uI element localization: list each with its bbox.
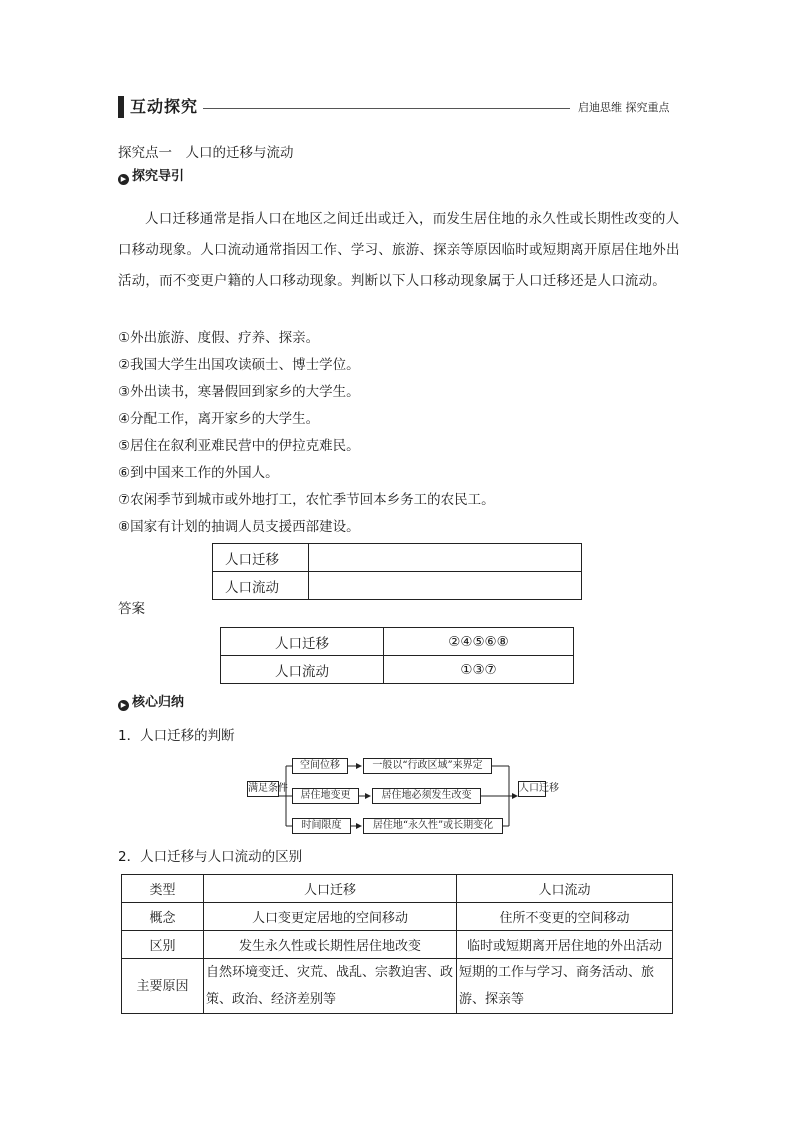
table-cell: 人口变更定居地的空间移动 — [204, 903, 457, 931]
table-row — [221, 656, 574, 684]
section-title: 互动探究 — [130, 97, 199, 116]
list-item: ⑧国家有计划的抽调人员支援西部建设。 — [118, 519, 360, 535]
table-cell: 人口流动 — [221, 656, 384, 684]
guide-heading — [118, 168, 184, 186]
table-cell: 自然环境变迁、灾荒、战乱、宗教迫害、政策、政治、经济差别等 — [204, 959, 457, 1014]
flow-detail-space: 一般以“行政区域”来界定 — [363, 758, 492, 774]
list-item: ⑤居住在叙利亚难民营中的伊拉克难民。 — [118, 438, 360, 454]
flow-condition-box: 满足条件 — [247, 781, 279, 797]
table-cell: 人口迁移 — [221, 628, 384, 656]
blank-cell — [309, 544, 582, 572]
table-cell: ②④⑤⑥⑧ — [384, 628, 574, 656]
table-row — [122, 931, 673, 959]
section2-title: 2．人口迁移与人口流动的区别 — [118, 849, 303, 865]
list-item: ①外出旅游、度假、疗养、探亲。 — [118, 330, 320, 346]
table-cell: 人口流动 — [213, 572, 309, 600]
answer-label: 答案 — [118, 601, 145, 617]
table-row — [122, 875, 673, 903]
intro-paragraph: 人口迁移通常是指人口在地区之间迁出或迁入，而发生居住地的永久性或长期性改变的人口移动现象。人口流动通常指因工作、学习、旅游、探亲等原因临时或短期离开原居住地外出活动，而不变更户籍的人口移动现象。判断以下人口移动现象属于人口迁移还是人口流动。 — [118, 211, 680, 289]
flow-criterion-space: 空间位移 — [292, 758, 348, 774]
flow-detail-residence: 居住地必须发生改变 — [372, 788, 481, 804]
table-cell: 区别 — [122, 931, 204, 959]
core-heading-text: 核心归纳 — [132, 695, 185, 710]
table-row — [213, 544, 582, 572]
flow-detail-time: 居住地“永久性”或长期变化 — [363, 818, 503, 834]
section-subtitle: 启迪思维 探究重点 — [578, 101, 670, 114]
comparison-table — [121, 874, 673, 1014]
list-item: ④分配工作，离开家乡的大学生。 — [118, 411, 320, 427]
header-divider — [203, 108, 570, 109]
list-item: ⑦农闲季节到城市或外地打工，农忙季节回本乡务工的农民工。 — [118, 492, 495, 508]
guide-heading-text: 探究导引 — [132, 169, 185, 184]
table-header-cell: 类型 — [122, 875, 204, 903]
table-cell: 概念 — [122, 903, 204, 931]
blank-cell — [309, 572, 582, 600]
list-item: ②我国大学生出国攻读硕士、博士学位。 — [118, 357, 360, 373]
point-title: 探究点一 人口的迁移与流动 — [118, 145, 294, 161]
table-row — [122, 959, 673, 1014]
section-marker — [118, 96, 124, 118]
list-item: ③外出读书，寒暑假回到家乡的大学生。 — [118, 384, 360, 400]
section1-title: 1．人口迁移的判断 — [118, 728, 235, 744]
table-header-cell: 人口流动 — [457, 875, 673, 903]
flow-criterion-time: 时间限度 — [292, 818, 351, 834]
table-row — [122, 903, 673, 931]
list-item: ⑥到中国来工作的外国人。 — [118, 465, 279, 481]
table-cell: 短期的工作与学习、商务活动、旅游、探亲等 — [457, 959, 673, 1014]
play-icon: ▶ — [118, 174, 129, 185]
blank-answer-table — [212, 543, 582, 600]
table-cell: ①③⑦ — [384, 656, 574, 684]
answer-table — [220, 627, 574, 684]
flow-criterion-residence: 居住地变更 — [292, 788, 359, 804]
table-cell: 住所不变更的空间移动 — [457, 903, 673, 931]
table-cell: 主要原因 — [122, 959, 204, 1014]
item-list — [118, 325, 495, 541]
table-cell: 发生永久性或长期性居住地改变 — [204, 931, 457, 959]
core-heading — [118, 694, 184, 712]
table-cell: 临时或短期离开居住地的外出活动 — [457, 931, 673, 959]
migration-flow-diagram — [247, 755, 559, 837]
table-cell: 人口迁移 — [213, 544, 309, 572]
flow-result-box: 人口迁移 — [518, 781, 546, 797]
play-icon: ▶ — [118, 700, 129, 711]
table-row — [213, 572, 582, 600]
table-header-cell: 人口迁移 — [204, 875, 457, 903]
table-row — [221, 628, 574, 656]
